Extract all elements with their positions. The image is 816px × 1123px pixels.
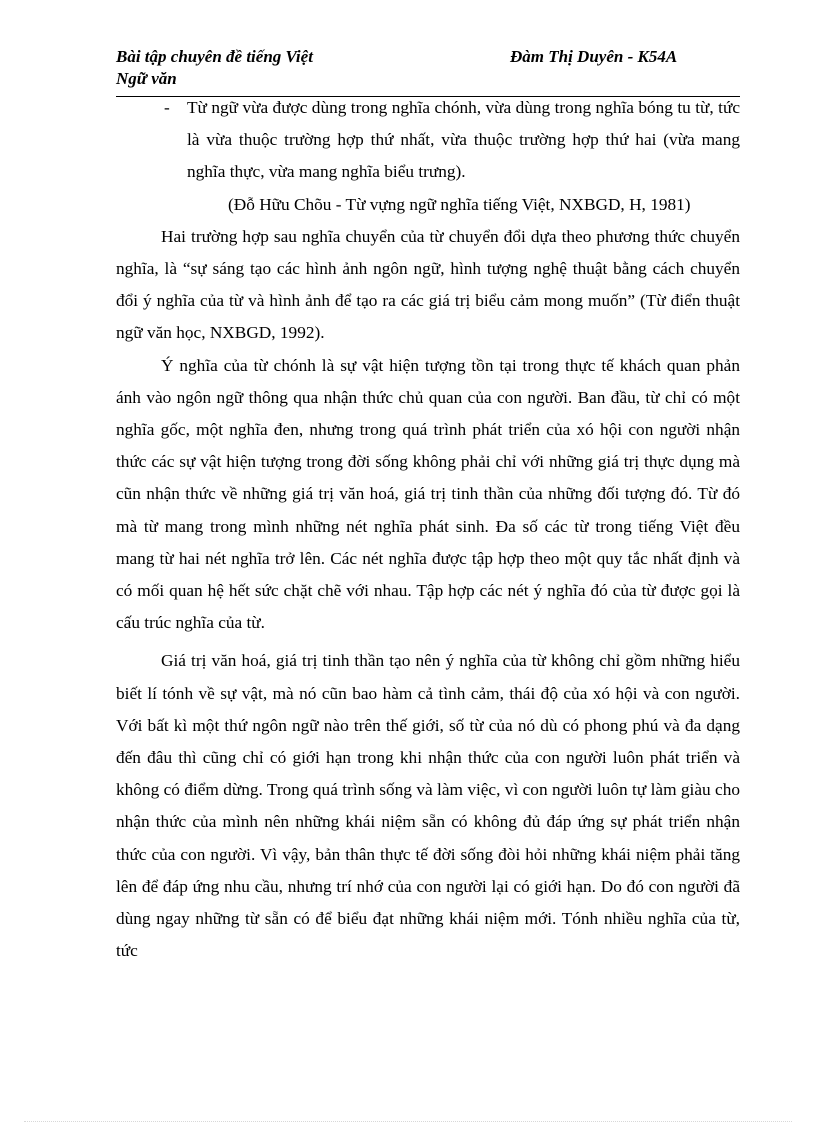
bullet-item: [116, 92, 740, 189]
header-author: Đàm Thị Duyên - K54A: [510, 47, 678, 66]
bullet-text: Từ ngữ vừa được dùng trong nghĩa chónh, vừa dùng trong nghĩa bóng tu từ, tức là vừa thuộc trường hợp thứ nhất, vừa thuộc trường hợp thứ hai (vừa mang nghĩa thực, vừa mang nghĩa biểu trưng).: [187, 98, 740, 182]
page-bottom-divider: [24, 1121, 792, 1122]
bullet-dash: -: [164, 98, 170, 117]
paragraph-1: Hai trường hợp sau nghĩa chuyển của từ chuyển đổi dựa theo phương thức chuyển nghĩa, là “sự sáng tạo các hình ảnh ngôn ngữ, hình tượng nghệ thuật bằng cách chuyển đổi ý nghĩa của từ và hình ảnh để tạo ra các giá trị biểu cảm mong muốn” (Từ điển thuật ngữ văn học, NXBGD, 1992).: [116, 226, 740, 343]
paragraph-3: Giá trị văn hoá, giá trị tinh thần tạo nên ý nghĩa của từ không chỉ gồm những hiểu biết lí tónh về sự vật, mà nó cũn bao hàm cả tình cảm, thái độ của xó hội và con người. Với bất kì một thứ ngôn ngữ nào trên thế giới, số từ của nó dù có phong phú và đa dạng đến đâu thì cũng chỉ có giới hạn trong khi nhận thức của con người luôn phát triển và không có điểm dừng. Trong quá trình sống và làm việc, vì con người luôn tự làm giàu cho nhận thức của mình nên những khái niệm sẵn có không đủ đáp ứng sự phát triển nhận thức của con người. Vì vậy, bản thân thực tế đời sống đòi hỏi những khái niệm phải tăng lên để đáp ứng nhu cầu, nhưng trí nhớ của con người lại có giới hạn. Do đó con người đã dùng ngay những từ sẵn có để biểu đạt những khái niệm mới. Tónh nhiều nghĩa của từ, tức: [116, 651, 740, 961]
header-course-title: Bài tập chuyên đề tiếng Việt: [116, 47, 313, 66]
paragraph-2: Ý nghĩa của từ chónh là sự vật hiện tượng tồn tại trong thực tế khách quan phản ánh vào ngôn ngữ thông qua nhận thức chủ quan của con người. Ban đầu, từ chỉ có một nghĩa gốc, một nghĩa đen, nhưng trong quá trình phát triển của xó hội con người nhận thức các sự vật hiện tượng trong đời sống không phải chỉ với những giá trị thực dụng mà cũn nhận thức về những giá trị văn hoá, giá trị tinh thần của những đối tượng đó. Từ đó mà từ mang trong mình những nét nghĩa phát sinh. Đa số các từ trong tiếng Việt đều mang từ hai nét nghĩa trở lên. Các nét nghĩa được tập hợp theo một quy tắc nhất định và có mối quan hệ hết sức chặt chẽ với nhau. Tập hợp các nét ý nghĩa đó của từ được gọi là cấu trúc nghĩa của từ.: [116, 355, 740, 633]
header-subject: Ngữ văn: [116, 69, 177, 88]
citation: (Đỗ Hữu Chõu - Từ vựng ngữ nghĩa tiếng Việt, NXBGD, H, 1981): [228, 194, 691, 214]
document-body: [116, 92, 740, 967]
header-left: [116, 46, 313, 90]
page-header: [116, 46, 740, 97]
